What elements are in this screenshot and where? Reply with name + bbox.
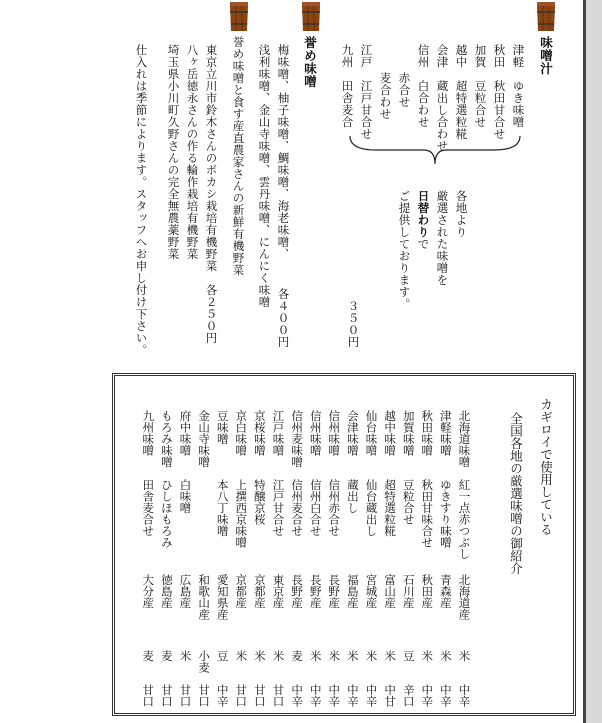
miso-grain: 米 [364, 650, 379, 662]
miso-taste: 中辛 [215, 684, 230, 707]
miso-product: 田舎麦合せ [141, 479, 156, 537]
miso-grain: 豆 [401, 650, 416, 662]
miso-origin: 京都産 [252, 574, 267, 609]
menu-item: 会津 蔵出し合わせ [435, 44, 450, 152]
miso-taste: 甘口 [141, 684, 156, 707]
miso-origin: 北海道産 [457, 574, 472, 620]
menu-item: 麦合わせ [378, 72, 393, 120]
miso-grain: 麦 [141, 650, 156, 662]
miso-origin: 長野産 [327, 574, 342, 609]
miso-name: 府中味噌 [178, 410, 193, 456]
curly-brace [346, 132, 524, 168]
miso-product: ゆきすり味噌 [438, 479, 453, 548]
vegetable-item: 八ヶ岳徳永さんの作る輪作栽培有機野菜 [185, 44, 200, 260]
miso-name: 越中味噌 [383, 410, 398, 456]
miso-origin: 宮城産 [364, 574, 379, 609]
misoshiru-note-line: 各地より [454, 190, 469, 238]
miso-grain: 米 [252, 650, 267, 662]
misoshiru-price: ３５０円 [346, 300, 361, 348]
miso-product: 超特選粒糀 [383, 479, 398, 537]
miso-product: 本八丁味噌 [215, 479, 230, 537]
miso-taste: 中辛 [438, 684, 453, 707]
miso-product: ひしほもろみ [159, 479, 174, 548]
homemiso-price: 各４００円 [276, 288, 291, 348]
miso-product: 特醸京桜 [252, 479, 267, 525]
miso-name: 北海道味噌 [457, 410, 472, 468]
miso-product: 信州麦合せ [290, 479, 305, 537]
miso-product: 江戸甘合せ [271, 479, 286, 537]
menu-item: 津軽 ゆき味噌 [511, 44, 526, 128]
miso-origin: 富山産 [383, 574, 398, 609]
page-shadow [586, 0, 602, 723]
miso-origin: 福島産 [345, 574, 360, 609]
footer-note: 仕入れは季節によります。スタッフへお申し付け下さい。 [134, 44, 149, 356]
homemiso-line: 梅味噌、柚子味噌、鯛味噌、海老味噌、 [276, 44, 291, 260]
menu-item: 信州 白合わせ [416, 44, 431, 128]
vegetables-lead: 誉め味噌と食す産直農家さんの新鮮有機野菜 [231, 36, 246, 276]
miso-taste: 中辛 [327, 684, 342, 707]
miso-name: 江戸味噌 [271, 410, 286, 456]
miso-taste: 甘口 [197, 684, 212, 707]
miso-product: 秋田甘味合せ [420, 479, 435, 548]
miso-name: 会津味噌 [345, 410, 360, 456]
menu-item: 赤合せ [397, 72, 412, 108]
menu-item: 江戸 江戸甘合せ [359, 44, 374, 140]
miso-grain: 米 [383, 650, 398, 662]
miso-name: 加賀味噌 [401, 410, 416, 456]
miso-grain: 米 [271, 650, 286, 662]
miso-grain: 小麦 [197, 650, 212, 673]
miso-taste: 中辛 [290, 684, 305, 707]
miso-barrel-icon [228, 2, 250, 32]
miso-name: 信州麦味噌 [290, 410, 305, 468]
miso-taste: 中辛 [457, 684, 472, 707]
miso-grain: 麦 [159, 650, 174, 662]
miso-product: 上撰西京味噌 [234, 479, 249, 548]
menu-item: 九州 田舎麦合 [340, 44, 355, 128]
miso-name: もろみ味噌 [159, 410, 174, 468]
miso-name: 金山寺味噌 [197, 410, 212, 468]
miso-name: 京桜味噌 [252, 410, 267, 456]
highlight-word: 日替わり [416, 190, 431, 238]
miso-name: 九州味噌 [141, 410, 156, 456]
miso-name: 津軽味噌 [438, 410, 453, 456]
miso-product: 白味噌 [178, 479, 193, 514]
menu-item: 秋田 秋田甘合せ [492, 44, 507, 140]
miso-name: 信州味噌 [308, 410, 323, 456]
misoshiru-note-line: 日替わりで [416, 190, 431, 250]
miso-grain: 米 [234, 650, 249, 662]
miso-grain: 米 [308, 650, 323, 662]
miso-grain: 豆 [215, 650, 230, 662]
miso-barrel-icon [300, 2, 322, 32]
miso-grain: 麦 [290, 650, 305, 662]
miso-product: 信州赤合せ [327, 479, 342, 537]
miso-origin: 大分産 [141, 574, 156, 609]
miso-taste: 中辛 [420, 684, 435, 707]
menu-item: 加賀 豆粒合せ [473, 44, 488, 128]
homemiso-title: 誉め味噌 [302, 36, 318, 88]
miso-taste: 甘口 [271, 684, 286, 707]
miso-taste: 中辛 [308, 684, 323, 707]
miso-taste: 甘口 [252, 684, 267, 707]
miso-taste: 辛口 [401, 684, 416, 707]
miso-origin: 長野産 [290, 574, 305, 609]
miso-taste: 甘口 [159, 684, 174, 707]
miso-origin: 長野産 [308, 574, 323, 609]
miso-product: 信州白合せ [308, 479, 323, 537]
miso-origin: 青森産 [438, 574, 453, 609]
miso-product: 仙台蔵出し [364, 479, 379, 537]
miso-origin: 広島産 [178, 574, 193, 609]
miso-grain: 米 [420, 650, 435, 662]
miso-product: 紅一点赤つぶし [457, 479, 472, 560]
vegetable-item: 埼玉県小川町久野さんの完全無農薬野菜 [166, 44, 181, 260]
miso-grain: 米 [438, 650, 453, 662]
misoshiru-note-line: 厳選された味噌を [435, 190, 450, 286]
miso-product: 豆粒合せ [401, 479, 416, 525]
miso-origin: 東京産 [271, 574, 286, 609]
miso-taste: 甘口 [234, 684, 249, 707]
miso-grain: 米 [178, 650, 193, 662]
miso-grain: 米 [327, 650, 342, 662]
miso-taste: 甘口 [178, 684, 193, 707]
miso-origin: 和歌山産 [197, 574, 212, 620]
miso-origin: 石川産 [401, 574, 416, 609]
miso-grain: 米 [345, 650, 360, 662]
miso-origin: 愛知県産 [215, 574, 230, 620]
table-title: カギロイで使用している [538, 398, 554, 536]
miso-name: 仙台味噌 [364, 410, 379, 456]
misoshiru-note-line: ご提供しております。 [397, 190, 412, 310]
miso-grain: 米 [457, 650, 472, 662]
miso-barrel-icon [535, 2, 557, 32]
menu-item: 越中 超特選粒糀 [454, 44, 469, 140]
miso-taste: 中辛 [364, 684, 379, 707]
miso-origin: 徳島産 [159, 574, 174, 609]
miso-name: 信州味噌 [327, 410, 342, 456]
homemiso-line: 浅利味噌、金山寺味噌、雲丹味噌、にんにく味噌 [257, 44, 272, 308]
table-subtitle: 全国各地の厳選味噌の御紹介 [508, 412, 524, 575]
miso-taste: 中辛 [345, 684, 360, 707]
miso-taste: 中甘 [383, 684, 398, 707]
miso-origin: 京都産 [234, 574, 249, 609]
vegetable-item: 東京立川市鈴木さんのボカシ栽培有機野菜 各２５０円 [204, 44, 219, 344]
miso-origin: 秋田産 [420, 574, 435, 609]
miso-name: 京白味噌 [234, 410, 249, 456]
miso-product: 蔵出し [345, 479, 360, 514]
miso-name: 秋田味噌 [420, 410, 435, 456]
miso-name: 豆味噌 [215, 410, 230, 445]
misoshiru-title: 味噌汁 [538, 36, 554, 75]
